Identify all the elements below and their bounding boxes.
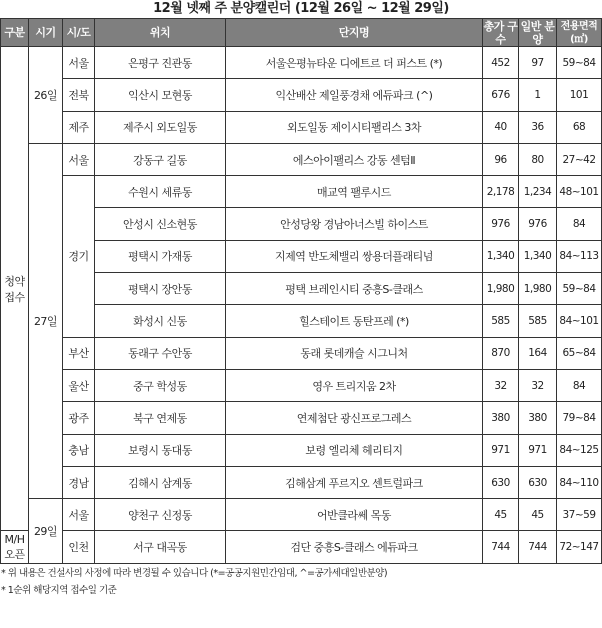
- total-units-cell: 676: [483, 79, 519, 111]
- location-cell: 동래구 수안동: [95, 337, 226, 369]
- location-cell: 서구 대곡동: [95, 531, 226, 563]
- location-cell: 수원시 세류동: [95, 176, 226, 208]
- region-cell: 인천: [63, 531, 95, 563]
- complex-name-cell: 어반클라쎄 목동: [226, 499, 483, 531]
- location-cell: 평택시 장안동: [95, 273, 226, 305]
- total-units-cell: 1,980: [483, 273, 519, 305]
- date-cell: 26일: [29, 47, 63, 144]
- general-units-cell: 744: [519, 531, 557, 563]
- total-units-cell: 40: [483, 111, 519, 143]
- table-row: [1, 337, 602, 369]
- general-units-cell: 1,340: [519, 240, 557, 272]
- complex-name-cell: 연제첨단 광신프로그레스: [226, 402, 483, 434]
- category-cell: M/H 오픈: [1, 531, 29, 563]
- location-cell: 평택시 가재동: [95, 240, 226, 272]
- region-cell: 광주: [63, 402, 95, 434]
- date-cell: 29일: [29, 499, 63, 564]
- complex-name-cell: 보령 엘리체 헤리티지: [226, 434, 483, 466]
- total-units-cell: 585: [483, 305, 519, 337]
- table-row: [1, 111, 602, 143]
- general-units-cell: 1,980: [519, 273, 557, 305]
- page-title: 12월 넷째 주 분양캘린더 (12월 26일 ~ 12월 29일): [153, 1, 449, 16]
- total-units-cell: 452: [483, 47, 519, 79]
- header-location: 위치: [95, 19, 226, 47]
- location-cell: 김해시 삼계동: [95, 466, 226, 498]
- region-cell: 제주: [63, 111, 95, 143]
- location-cell: 북구 연제동: [95, 402, 226, 434]
- region-cell: 충남: [63, 434, 95, 466]
- header-category: 구분: [1, 19, 29, 47]
- location-cell: 강동구 길동: [95, 143, 226, 175]
- area-cell: 68: [557, 111, 602, 143]
- header-date: 시기: [29, 19, 63, 47]
- general-units-cell: 32: [519, 369, 557, 401]
- complex-name-cell: 동래 롯데캐슬 시그니처: [226, 337, 483, 369]
- table-row: [1, 466, 602, 498]
- header-row: [1, 19, 602, 47]
- area-cell: 59~84: [557, 47, 602, 79]
- total-units-cell: 96: [483, 143, 519, 175]
- region-cell: 서울: [63, 143, 95, 175]
- area-cell: 84: [557, 208, 602, 240]
- region-cell: 서울: [63, 47, 95, 79]
- total-units-cell: 744: [483, 531, 519, 563]
- header-region: 시/도: [63, 19, 95, 47]
- general-units-cell: 80: [519, 143, 557, 175]
- area-cell: 84~110: [557, 466, 602, 498]
- complex-name-cell: 서울은평뉴타운 디에트르 더 퍼스트 (*): [226, 47, 483, 79]
- complex-name-cell: 영우 트리지움 2차: [226, 369, 483, 401]
- general-units-cell: 45: [519, 499, 557, 531]
- header-general: 일반 분양: [519, 19, 557, 47]
- total-units-cell: 45: [483, 499, 519, 531]
- complex-name-cell: 외도일동 제이시티팰리스 3차: [226, 111, 483, 143]
- general-units-cell: 971: [519, 434, 557, 466]
- region-cell: 전북: [63, 79, 95, 111]
- complex-name-cell: 에스아이팰리스 강동 센텀Ⅱ: [226, 143, 483, 175]
- location-cell: 양천구 신정동: [95, 499, 226, 531]
- header-complex: 단지명: [226, 19, 483, 47]
- table-row: [1, 176, 602, 208]
- table-row: [1, 47, 602, 79]
- complex-name-cell: 평택 브레인시티 중흥S-클래스: [226, 273, 483, 305]
- complex-name-cell: 검단 중흥S-클래스 에듀파크: [226, 531, 483, 563]
- general-units-cell: 1,234: [519, 176, 557, 208]
- area-cell: 65~84: [557, 337, 602, 369]
- subscription-calendar-table: [0, 18, 602, 564]
- region-cell: 서울: [63, 499, 95, 531]
- table-row: [1, 79, 602, 111]
- location-cell: 안성시 신소현동: [95, 208, 226, 240]
- general-units-cell: 97: [519, 47, 557, 79]
- region-cell: 부산: [63, 337, 95, 369]
- general-units-cell: 164: [519, 337, 557, 369]
- general-units-cell: 585: [519, 305, 557, 337]
- area-cell: 84: [557, 369, 602, 401]
- complex-name-cell: 힐스테이트 동탄프레 (*): [226, 305, 483, 337]
- complex-name-cell: 안성당왕 경남아너스빌 하이스트: [226, 208, 483, 240]
- table-row: [1, 499, 602, 531]
- total-units-cell: 2,178: [483, 176, 519, 208]
- general-units-cell: 36: [519, 111, 557, 143]
- area-cell: 84~113: [557, 240, 602, 272]
- general-units-cell: 976: [519, 208, 557, 240]
- total-units-cell: 380: [483, 402, 519, 434]
- total-units-cell: 870: [483, 337, 519, 369]
- area-cell: 37~59: [557, 499, 602, 531]
- location-cell: 제주시 외도일동: [95, 111, 226, 143]
- footnote: * 1순위 해당지역 접수일 기준: [1, 584, 117, 596]
- region-cell: 경남: [63, 466, 95, 498]
- location-cell: 보령시 동대동: [95, 434, 226, 466]
- table-row: [1, 434, 602, 466]
- area-cell: 48~101: [557, 176, 602, 208]
- footnote: * 위 내용은 건설사의 사정에 따라 변경될 수 있습니다 (*=공공지원민간임대, ^=공가세대일반분양): [1, 567, 388, 579]
- table-row: [1, 369, 602, 401]
- category-cell: 청약 접수: [1, 47, 29, 531]
- complex-name-cell: 매교역 팰루시드: [226, 176, 483, 208]
- area-cell: 101: [557, 79, 602, 111]
- general-units-cell: 380: [519, 402, 557, 434]
- area-cell: 59~84: [557, 273, 602, 305]
- total-units-cell: 971: [483, 434, 519, 466]
- area-cell: 84~101: [557, 305, 602, 337]
- complex-name-cell: 김해삼계 푸르지오 센트럴파크: [226, 466, 483, 498]
- complex-name-cell: 지제역 반도체밸리 쌍용더플래티넘: [226, 240, 483, 272]
- location-cell: 익산시 모현동: [95, 79, 226, 111]
- location-cell: 은평구 진관동: [95, 47, 226, 79]
- header-area: 전용면적 (㎡): [557, 19, 602, 47]
- total-units-cell: 32: [483, 369, 519, 401]
- area-cell: 27~42: [557, 143, 602, 175]
- table-row: [1, 531, 602, 563]
- general-units-cell: 630: [519, 466, 557, 498]
- location-cell: 화성시 신동: [95, 305, 226, 337]
- general-units-cell: 1: [519, 79, 557, 111]
- total-units-cell: 976: [483, 208, 519, 240]
- header-total: 총가 구수: [483, 19, 518, 46]
- total-units-cell: 630: [483, 466, 519, 498]
- region-cell: 경기: [63, 176, 95, 337]
- total-units-cell: 1,340: [483, 240, 519, 272]
- area-cell: 84~125: [557, 434, 602, 466]
- area-cell: 72~147: [557, 531, 602, 563]
- region-cell: 울산: [63, 369, 95, 401]
- table-row: [1, 402, 602, 434]
- table-row: [1, 143, 602, 175]
- area-cell: 79~84: [557, 402, 602, 434]
- location-cell: 중구 학성동: [95, 369, 226, 401]
- complex-name-cell: 익산배산 제일풍경채 에듀파크 (^): [226, 79, 483, 111]
- date-cell: 27일: [29, 143, 63, 498]
